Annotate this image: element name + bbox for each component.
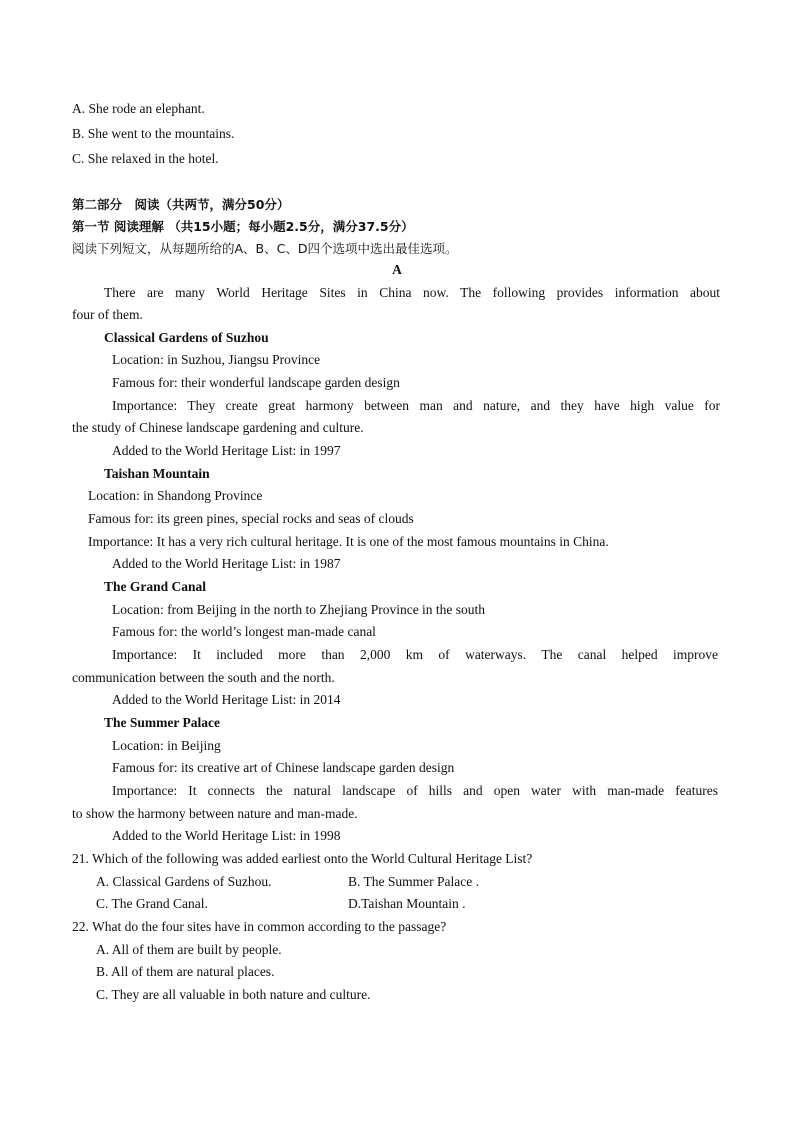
- site-title-suzhou: Classical Gardens of Suzhou: [104, 330, 269, 345]
- question-21-option-a: A. Classical Gardens of Suzhou.: [96, 874, 272, 889]
- site-importance-suzhou-2: the study of Chinese landscape gardening and culture.: [72, 420, 364, 435]
- question-22-option-b: B. All of them are natural places.: [96, 964, 275, 979]
- site-famous-taishan: Famous for: its green pines, special rocks and seas of clouds: [88, 511, 414, 526]
- part-title: 第二部分 阅读（共两节，满分50分）: [72, 197, 290, 212]
- question-21-option-c: C. The Grand Canal.: [96, 896, 208, 911]
- site-famous-canal: Famous for: the world’s longest man-made canal: [112, 624, 376, 639]
- intro-line-1: There are many World Heritage Sites in China now. The following provides information about: [104, 285, 720, 300]
- site-importance-canal-1: Importance: It included more than 2,000 km of waterways. The canal helped improve: [112, 647, 718, 662]
- prev-option-a: A. She rode an elephant.: [72, 101, 205, 116]
- site-importance-palace-2: to show the harmony between nature and man-made.: [72, 806, 358, 821]
- site-importance-suzhou-1: Importance: They create great harmony between man and nature, and they have high value for: [112, 398, 720, 413]
- prev-option-c: C. She relaxed in the hotel.: [72, 151, 219, 166]
- question-21-option-d: D.Taishan Mountain .: [348, 896, 466, 911]
- site-importance-palace-1: Importance: It connects the natural landscape of hills and open water with man-made features: [112, 783, 718, 798]
- site-title-palace: The Summer Palace: [104, 715, 220, 730]
- site-importance-taishan: Importance: It has a very rich cultural heritage. It is one of the most famous mountains in China.: [88, 534, 609, 549]
- site-added-suzhou: Added to the World Heritage List: in 1997: [112, 443, 341, 458]
- prev-option-b: B. She went to the mountains.: [72, 126, 235, 141]
- site-location-suzhou: Location: in Suzhou, Jiangsu Province: [112, 352, 321, 367]
- question-21-option-b: B. The Summer Palace .: [348, 874, 479, 889]
- subsection-title: 第一节 阅读理解 （共15小题；每小题2.5分，满分37.5分）: [72, 219, 414, 234]
- site-importance-canal-2: communication between the south and the north.: [72, 670, 335, 685]
- question-22-stem: 22. What do the four sites have in common according to the passage?: [72, 919, 447, 934]
- site-location-palace: Location: in Beijing: [112, 738, 221, 753]
- site-title-taishan: Taishan Mountain: [104, 466, 210, 481]
- site-famous-palace: Famous for: its creative art of Chinese landscape garden design: [112, 760, 455, 775]
- question-22-option-c: C. They are all valuable in both nature and culture.: [96, 987, 371, 1002]
- site-added-palace: Added to the World Heritage List: in 1998: [112, 828, 341, 843]
- question-21-stem: 21. Which of the following was added earliest onto the World Cultural Heritage List?: [72, 851, 533, 866]
- site-location-canal: Location: from Beijing in the north to Zhejiang Province in the south: [112, 602, 486, 617]
- site-added-taishan: Added to the World Heritage List: in 1987: [112, 556, 341, 571]
- question-22-option-a: A. All of them are built by people.: [96, 942, 282, 957]
- site-famous-suzhou: Famous for: their wonderful landscape garden design: [112, 375, 400, 390]
- instruction: 阅读下列短文，从每题所给的A、B、C、D四个选项中选出最佳选项。: [72, 241, 458, 256]
- site-location-taishan: Location: in Shandong Province: [88, 488, 263, 503]
- intro-line-2: four of them.: [72, 307, 143, 322]
- site-title-canal: The Grand Canal: [104, 579, 207, 594]
- passage-label: A: [392, 262, 402, 277]
- site-added-canal: Added to the World Heritage List: in 2014: [112, 692, 341, 707]
